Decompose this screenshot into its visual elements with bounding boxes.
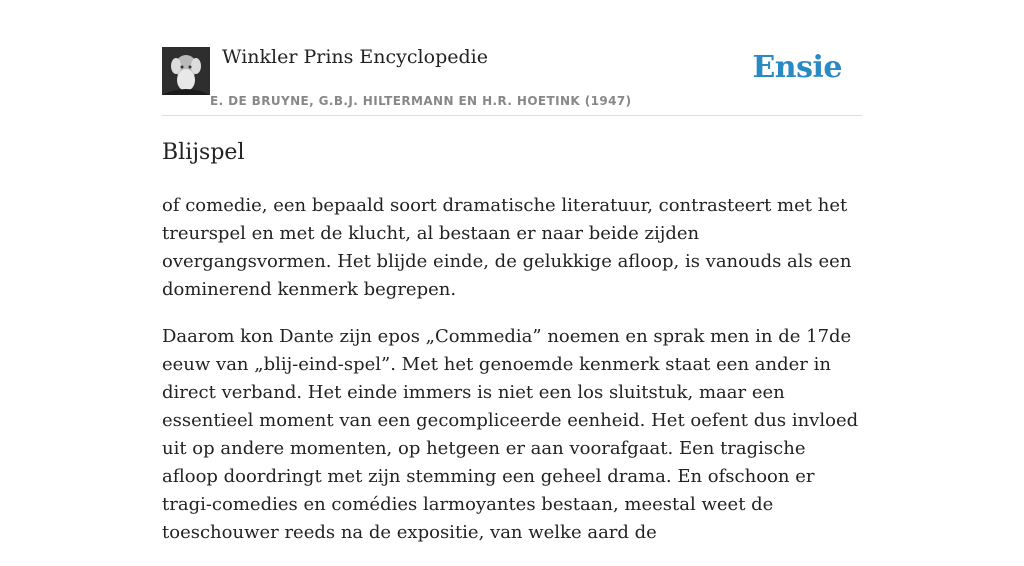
site-title[interactable]: Winkler Prins Encyclopedie xyxy=(222,46,488,68)
page xyxy=(162,0,862,543)
article-title: Blijspel xyxy=(162,140,245,165)
header xyxy=(162,0,862,116)
authors-line: E. DE BRUYNE, G.B.J. HILTERMANN EN H.R. HOETINK (1947) xyxy=(210,94,632,108)
brand-logo-link[interactable]: Ensie xyxy=(752,50,842,85)
article-paragraph: Daarom kon Dante zijn epos „Commedia” noemen en sprak men in de 17de eeuw van „blij-eind-spel”. Met het genoemde kenmerk staat een ander in direct verband. Het einde immers is niet een los sluitstuk, maar een essentieel moment van een gecompliceerde eenheid. Het oefent dus invloed uit op andere momenten, op hetgeen er aan voorafgaat. Een tragische afloop doordringt met zijn stemming een geheel drama. En ofschoon er tragi-comedies en comédies larmoyantes bestaan, meestal weet de toeschouwer reeds na de expositie, van welke aard de xyxy=(162,326,859,543)
author-portrait xyxy=(162,47,210,95)
article-paragraph: of comedie, een bepaald soort dramatische literatuur, contrasteert met het treurspel en met de klucht, al bestaan er naar beide zijden overgangsvormen. Het blijde einde, de gelukkige afloop, is vanouds als een dominerend kenmerk begrepen. xyxy=(162,195,852,300)
article-body xyxy=(162,192,862,566)
